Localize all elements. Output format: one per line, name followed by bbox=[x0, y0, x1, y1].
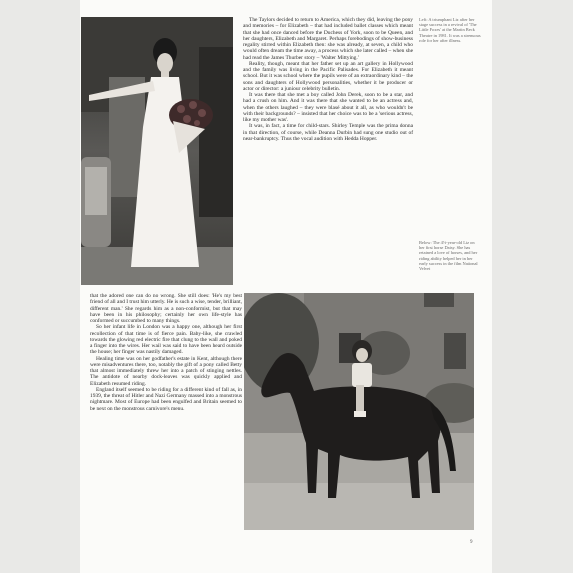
horse-photo bbox=[244, 293, 474, 530]
photo-caption-top bbox=[419, 17, 481, 43]
page-number: 9 bbox=[470, 540, 473, 545]
paragraph: It was there that she met a boy called John Derek, soon to be a star, and had a crush on him. And it was there that she wanted to be an actress and, when the others laughed – they were blasé about it all, as who wouldn't be with their backgrounds? – insisted that her choice was to be a 'serious actress, like my mother was'. bbox=[243, 92, 413, 123]
caption-bottom-text: Below: The 4½-year-old Liz on her first horse Daisy. She has retained a love of horses, and her riding ability helped her in her early success in the film National Velvet bbox=[419, 240, 478, 272]
photo-caption-bottom bbox=[419, 240, 481, 271]
article-column-right bbox=[243, 17, 413, 142]
book-page bbox=[80, 0, 492, 573]
article-column-left bbox=[90, 293, 242, 412]
stage-photo bbox=[81, 17, 233, 285]
paragraph: So her infant life in London was a happy one, although her first recollection of that time is of fierce pain. Baby-like, she crawled towards the glowing red electric fire that clung to the wall and poked a finger into the wires. Her wail was said to have been heard outside the house; her finger was nastily damaged. bbox=[90, 324, 242, 356]
stage-photo-image bbox=[81, 17, 233, 285]
paragraph: The Taylors decided to return to America, which they did, leaving the pony and memories – for Elizabeth – that had included ballet classes which meant that she had once danced before the Duchess of York, soon to be Queen, and her daughters, Elizabeth and Margaret. Perhaps forebodings of show-business regality stirred within Elizabeth then: she was already, at seven, a child who would often dream the time away, a process which she later called – when she had read the James Thurber story – 'Walter Mittying.' bbox=[243, 17, 413, 61]
paragraph: Reality, though, meant that her father set up an art gallery in Hollywood and the family was living in the Pacific Palisades. For Elizabeth it meant school. But it was school where the pupils were of an extraordinary kind – the sons and daughters of Hollywood personalities, whether it be producer or actor or director: a juniour celebrity bulletin. bbox=[243, 60, 413, 92]
paragraph: It was, in fact, a time for child-stars. Shirley Temple was the prima donna in that direction, of course, while Deanna Durbin had sung one studio out of near-bankruptcy. Thus the vocal audition with Hedda Hopper. bbox=[243, 123, 413, 142]
paragraph: England itself seemed to be riding for a different kind of fall as, in 1939, the threat of Hitler and Nazi Germany massed into a monstrous nightmare. Most of Europe had been engulfed and Britain seemed to be next on the monstrous carnivore's menu. bbox=[90, 386, 242, 412]
paragraph: that the adored one can do no wrong. She still does: 'He's my best friend of all and I trust him utterly. He is such a wise, tender, brilliant, different man.' She regards him as a non-conformist, but that may have been in his philosophy; certainly her own life-style has conformed or succumbed to many things. bbox=[90, 293, 242, 324]
paragraph: Healing time was on her godfather's estate in Kent, although there were misadventures there, too, notably the gift of a pony called Betty that almost immediately threw her into a patch of stinging nettles. The antidote of nearby dock-leaves was quickly applied and Elizabeth resumed riding. bbox=[90, 355, 242, 387]
horse-photo-image bbox=[244, 293, 474, 530]
caption-top-text: Left: A triumphant Liz after her stage success in a revival of 'The Little Foxes' at the Martin Beck Theatre in 1981. It was a strenuous role for her after illness. bbox=[419, 17, 481, 43]
